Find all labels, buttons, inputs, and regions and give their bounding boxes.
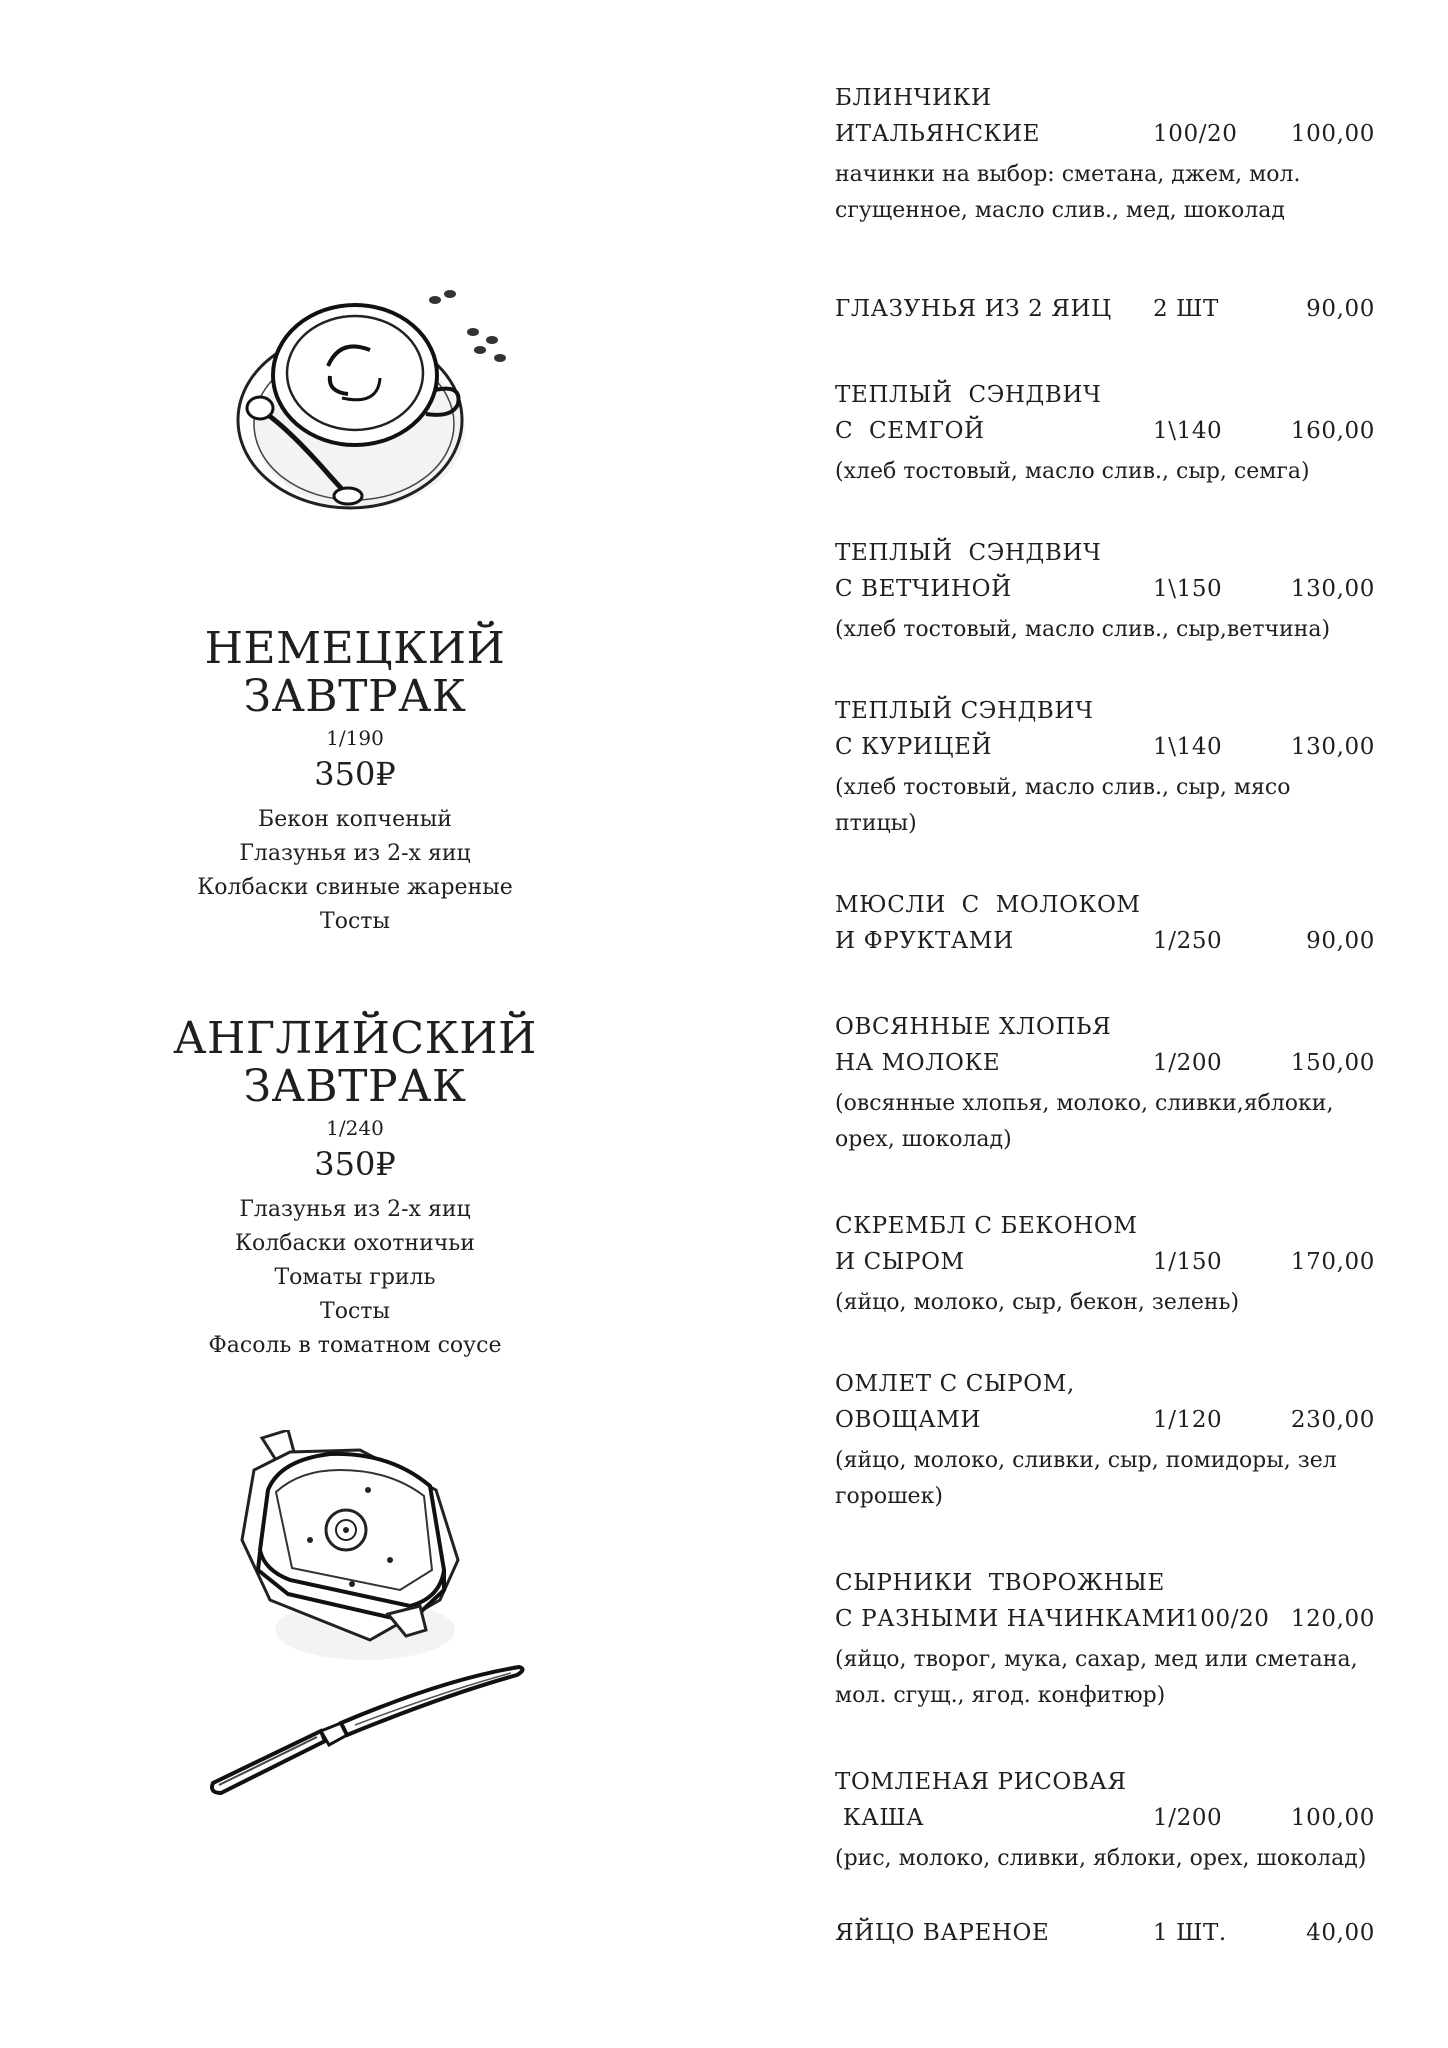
item-qty: 1/200 xyxy=(1153,1050,1223,1076)
menu-item xyxy=(835,291,1375,327)
set-item: Глазунья из 2-х яиц xyxy=(239,1197,471,1222)
item-qty: 100/20 xyxy=(1153,121,1238,147)
item-price: 230,00 xyxy=(1290,1407,1375,1433)
item-name: С СЕМГОЙ xyxy=(835,418,985,444)
set-item: Глазунья из 2-х яиц xyxy=(239,841,471,866)
set-title: АНГЛИЙСКИЙ ЗАВТРАК xyxy=(173,1013,537,1112)
item-price: 170,00 xyxy=(1290,1249,1375,1275)
set-price: 350₽ xyxy=(314,1145,396,1183)
item-price: 150,00 xyxy=(1290,1050,1375,1076)
item-name: ТОМЛЕНАЯ РИСОВАЯ xyxy=(835,1769,1127,1795)
menu-item xyxy=(835,1565,1375,1714)
set-item: Фасоль в томатном соусе xyxy=(208,1333,502,1358)
item-name: И ФРУКТАМИ xyxy=(835,928,1014,954)
item-name: ТЕПЛЫЙ СЭНДВИЧ xyxy=(835,382,1102,408)
item-description: (рис, молоко, сливки, яблоки, орех, шоколад) xyxy=(835,1846,1367,1871)
item-description: (хлеб тостовый, масло слив., сыр, мясо птицы) xyxy=(835,775,1291,836)
coffee-cup-icon xyxy=(230,280,530,540)
item-name: ТЕПЛЫЙ СЭНДВИЧ xyxy=(835,540,1102,566)
menu-item xyxy=(835,1208,1375,1321)
item-qty: 1\150 xyxy=(1153,576,1223,602)
item-name: СЫРНИКИ ТВОРОЖНЫЕ xyxy=(835,1570,1165,1596)
set-item: Томаты гриль xyxy=(274,1265,436,1290)
item-name: И СЫРОМ xyxy=(835,1249,965,1275)
item-price: 90,00 xyxy=(1306,928,1375,954)
item-name: СКРЕМБЛ С БЕКОНОМ xyxy=(835,1213,1138,1239)
menu-list xyxy=(835,80,1375,1951)
sandwich-icon xyxy=(240,1430,480,1680)
item-price: 90,00 xyxy=(1306,296,1375,322)
item-price: 120,00 xyxy=(1290,1606,1375,1632)
item-name: ГЛАЗУНЬЯ ИЗ 2 ЯИЦ xyxy=(835,296,1112,322)
item-name: С КУРИЦЕЙ xyxy=(835,734,993,760)
item-qty: 1 ШТ. xyxy=(1153,1920,1227,1946)
menu-item xyxy=(835,693,1375,842)
set-weight: 1/190 xyxy=(326,726,384,750)
item-qty: 1/120 xyxy=(1153,1407,1223,1433)
set-price: 350₽ xyxy=(314,755,396,793)
menu-item xyxy=(835,80,1375,229)
item-qty: 1/250 xyxy=(1153,928,1223,954)
set-items xyxy=(120,803,590,939)
set-item: Колбаски свиные жареные xyxy=(197,875,513,900)
item-qty: 1\140 xyxy=(1153,418,1223,444)
item-qty: 100/20 xyxy=(1185,1606,1270,1632)
item-price: 160,00 xyxy=(1290,418,1375,444)
breakfast-set-english xyxy=(120,1015,590,1363)
set-item: Колбаски охотничьи xyxy=(235,1231,475,1256)
knife-icon xyxy=(205,1665,535,1805)
item-description: (хлеб тостовый, масло слив., сыр,ветчина) xyxy=(835,617,1331,642)
set-item: Тосты xyxy=(320,1299,390,1324)
set-items xyxy=(120,1193,590,1363)
menu-item xyxy=(835,887,1375,959)
menu-item xyxy=(835,1915,1375,1951)
item-qty: 1/150 xyxy=(1153,1249,1223,1275)
item-name: ИТАЛЬЯНСКИЕ xyxy=(835,121,1040,147)
item-name: БЛИНЧИКИ xyxy=(835,85,992,111)
left-column xyxy=(120,0,590,2048)
menu-item xyxy=(835,1764,1375,1877)
item-description: (яйцо, творог, мука, сахар, мед или сметана, мол. сгущ., ягод. конфитюр) xyxy=(835,1647,1358,1708)
set-title: НЕМЕЦКИЙ ЗАВТРАК xyxy=(204,623,506,722)
item-name: ЯЙЦО ВАРЕНОЕ xyxy=(835,1920,1050,1946)
item-name: ОВСЯННЫЕ ХЛОПЬЯ xyxy=(835,1014,1112,1040)
menu-item xyxy=(835,1009,1375,1158)
item-description: (овсянные хлопья, молоко, сливки,яблоки, орех, шоколад) xyxy=(835,1091,1334,1152)
breakfast-set-german xyxy=(120,625,590,939)
item-name: С ВЕТЧИНОЙ xyxy=(835,576,1012,602)
item-price: 40,00 xyxy=(1306,1920,1375,1946)
item-name: ОМЛЕТ С СЫРОМ, xyxy=(835,1371,1075,1397)
item-qty: 2 ШТ xyxy=(1153,296,1219,322)
set-item: Бекон копченый xyxy=(258,807,452,832)
menu-item xyxy=(835,1366,1375,1515)
item-name: ТЕПЛЫЙ СЭНДВИЧ xyxy=(835,698,1094,724)
set-item: Тосты xyxy=(320,909,390,934)
set-weight: 1/240 xyxy=(326,1116,384,1140)
menu-item xyxy=(835,377,1375,490)
item-description: (яйцо, молоко, сливки, сыр, помидоры, зел горошек) xyxy=(835,1448,1337,1509)
item-name: ОВОЩАМИ xyxy=(835,1407,982,1433)
item-qty: 1/200 xyxy=(1153,1805,1223,1831)
item-name: КАША xyxy=(835,1805,925,1831)
item-qty: 1\140 xyxy=(1153,734,1223,760)
item-description: (хлеб тостовый, масло слив., сыр, семга) xyxy=(835,459,1310,484)
item-price: 100,00 xyxy=(1290,1805,1375,1831)
item-description: (яйцо, молоко, сыр, бекон, зелень) xyxy=(835,1290,1240,1315)
item-name: МЮСЛИ С МОЛОКОМ xyxy=(835,892,1141,918)
item-name: С РАЗНЫМИ НАЧИНКАМИ xyxy=(835,1606,1187,1632)
item-price: 130,00 xyxy=(1290,734,1375,760)
item-description: начинки на выбор: сметана, джем, мол. сгущенное, масло слив., мед, шоколад xyxy=(835,162,1301,223)
item-price: 130,00 xyxy=(1290,576,1375,602)
item-price: 100,00 xyxy=(1290,121,1375,147)
item-name: НА МОЛОКЕ xyxy=(835,1050,1001,1076)
menu-item xyxy=(835,535,1375,648)
